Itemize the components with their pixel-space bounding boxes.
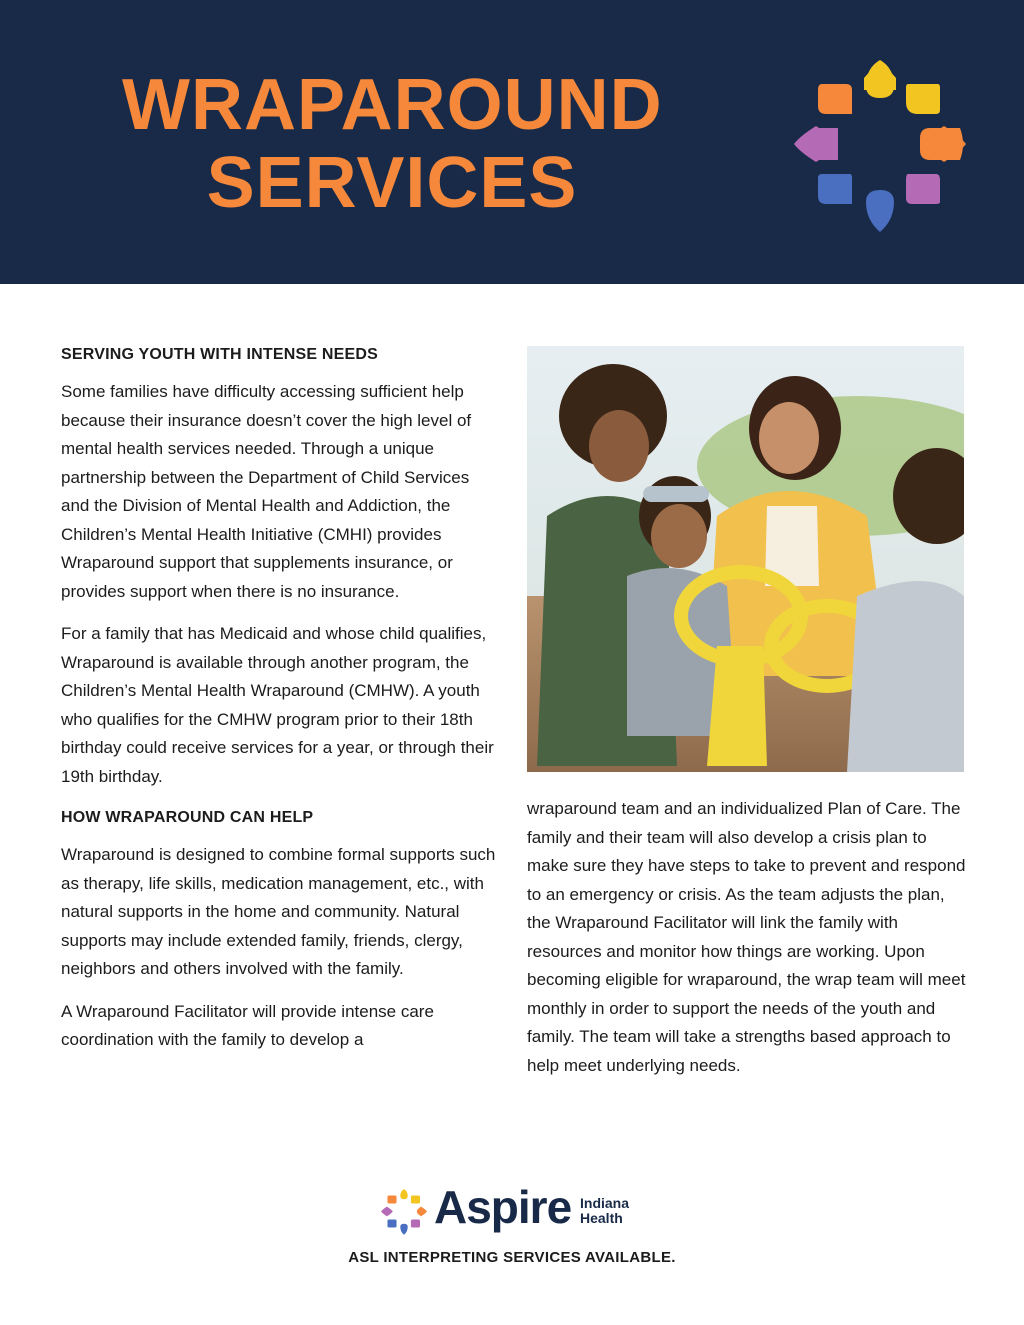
left-column: [61, 342, 501, 1069]
paragraph-serving-youth-2: For a family that has Medicaid and whose child qualifies, Wraparound is available through another program, the Children’s Mental Health Wraparound (CMHW). A youth who qualifies for the CMHW program prior to their 18th birthday could receive services for a year, or through their 19th birthday.: [61, 624, 494, 786]
paragraph-serving-youth-1: Some families have difficulty accessing sufficient help because their insurance doesn’t cover the high level of mental health services needed. Through a unique partnership between the Department of Child Services and the Division of Mental Health and Addiction, the Children’s Mental Health Initiative (CMHI) provides Wraparound support that supplements insurance, or provides support when there is no insurance.: [61, 382, 472, 601]
aspire-logo: [380, 1181, 650, 1238]
title-line-1: WRAPAROUND: [122, 65, 663, 145]
logo-wordmark: Aspire: [434, 1181, 572, 1233]
logo-subtitle-line1: Indiana: [580, 1195, 630, 1211]
family-playground-photo: [527, 346, 964, 772]
logo-subtitle-line2: Health: [580, 1210, 623, 1226]
header-banner: [0, 0, 1024, 284]
paragraph-how-helps-2: A Wraparound Facilitator will provide intense care coordination with the family to develop a: [61, 1001, 434, 1049]
page-title: [122, 66, 662, 222]
section-heading-how-wraparound-helps: HOW WRAPAROUND CAN HELP: [61, 809, 314, 826]
title-line-2: SERVICES: [206, 143, 578, 223]
photo-illustration: [527, 346, 964, 772]
aspire-flower-icon: [790, 56, 970, 236]
paragraph-how-helps-1: Wraparound is designed to combine formal supports such as therapy, life skills, medication management, etc., with natural supports in the home and community. Natural supports may include extended family, friends, clergy, neighbors and others involved with the family.: [61, 845, 496, 978]
section-heading-serving-youth: SERVING YOUTH WITH INTENSE NEEDS: [61, 346, 378, 363]
aspire-flower-icon: [380, 1188, 428, 1236]
asl-tagline: ASL INTERPRETING SERVICES AVAILABLE.: [348, 1249, 676, 1266]
paragraph-how-helps-2-continued: wraparound team and an individualized Plan of Care. The family and their team will also develop a crisis plan to make sure they have steps to take to prevent and respond to an emergency or crisis. As the team adjusts the plan, the Wraparound Facilitator will link the family with resources and monitor how things are working. Upon becoming eligible for wraparound, the wrap team will meet monthly in order to support the needs of the youth and family. The team will take a strengths based approach to help meet underlying needs.: [527, 799, 966, 1075]
right-column: [527, 795, 967, 1080]
